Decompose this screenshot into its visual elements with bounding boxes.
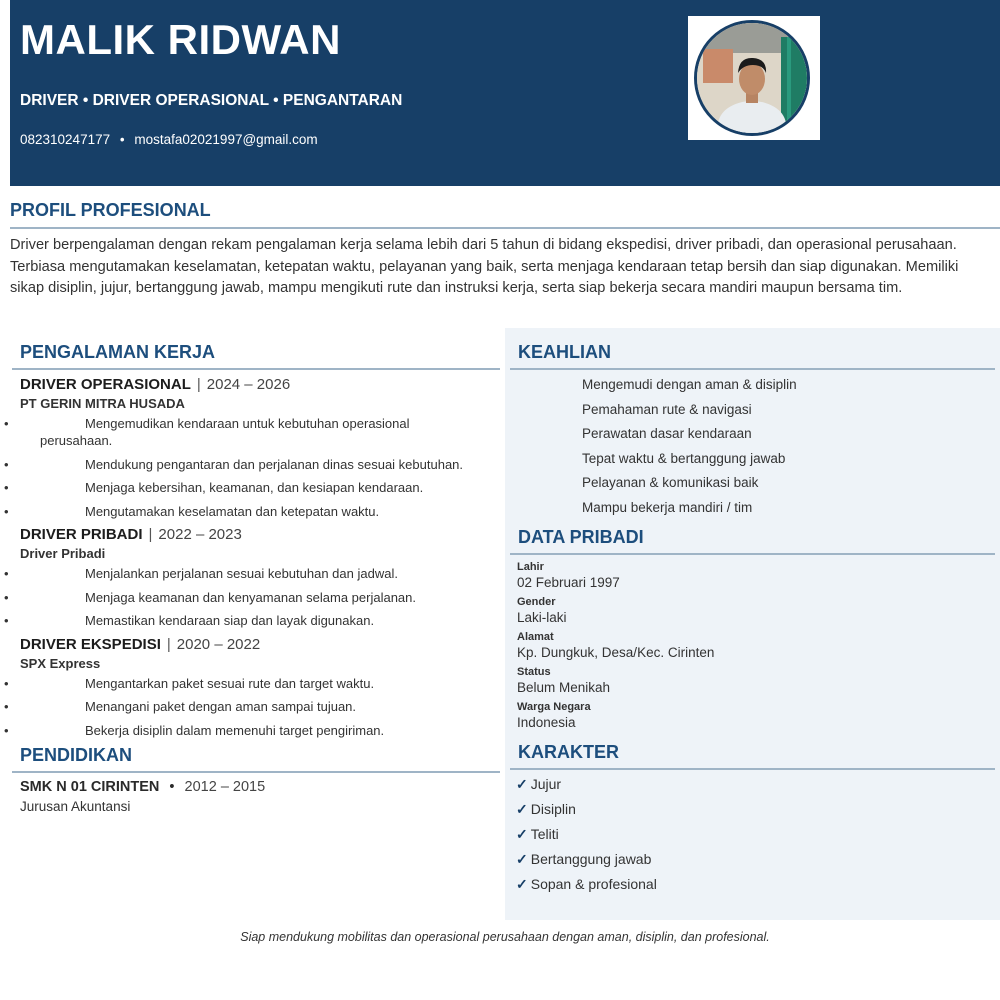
character-section-header [510, 742, 995, 770]
checkmark-icon: ✓ [516, 800, 528, 817]
skills-section-title: KEAHLIAN [518, 342, 611, 362]
trait-item [516, 801, 995, 818]
job-header [20, 376, 500, 393]
job-position: DRIVER OPERASIONAL [20, 376, 191, 393]
profile-photo-frame [688, 16, 820, 140]
job-company: Driver Pribadi [20, 546, 106, 561]
duty-item: • Mendukung pengantaran dan perjalanan dinas sesuai kebutuhan. [12, 456, 500, 473]
education-section-header [12, 745, 500, 773]
job-header [20, 526, 500, 543]
school-name: SMK N 01 CIRINTEN [20, 779, 160, 795]
job-company: PT GERIN MITRA HUSADA [20, 396, 185, 411]
phone-number: 082310247177 [20, 132, 111, 147]
skill-item: Mampu bekerja mandiri / tim [582, 499, 753, 515]
skill-item: Pemahaman rute & navigasi [582, 401, 752, 417]
trait-label: Disiplin [530, 800, 576, 817]
duty-item: • Menjaga keamanan dan kenyamanan selama perjalanan. [12, 589, 500, 606]
skills-section-header [510, 342, 995, 370]
personal-fields [510, 561, 995, 730]
field-label-gender: Gender [517, 595, 556, 608]
duty-item: • Menangani paket dengan aman sampai tujuan. [12, 698, 500, 715]
email-address: mostafa02021997@gmail.com [134, 132, 318, 147]
character-section-title: KARAKTER [518, 741, 619, 762]
contact-separator: • [119, 132, 125, 147]
skill-item: Mengemudi dengan aman & disiplin [582, 377, 797, 392]
field-label-citizenship: Warga Negara [517, 700, 591, 713]
skill-item: Perawatan dasar kendaraan [582, 426, 752, 441]
trait-item [516, 776, 995, 793]
job-entry [12, 526, 500, 629]
education-section-title: PENDIDIKAN [20, 745, 133, 765]
left-column [12, 342, 500, 814]
duty-item: • Mengemudikan kendaraan untuk kebutuhan operasional perusahaan. [12, 415, 440, 449]
right-column [510, 342, 995, 901]
job-entry [12, 636, 500, 739]
job-divider: | [166, 635, 171, 653]
trait-label: Sopan & profesional [530, 875, 657, 892]
experience-section-title: PENGALAMAN KERJA [20, 342, 216, 362]
duty-item: • Menjalankan perjalanan sesuai kebutuhan dan jadwal. [12, 565, 500, 582]
profile-photo [694, 20, 810, 136]
contact-line [20, 132, 318, 147]
checkmark-icon: ✓ [516, 875, 528, 892]
job-divider: | [196, 376, 201, 393]
character-list [510, 776, 995, 893]
job-duties [12, 565, 500, 629]
job-position: DRIVER EKSPEDISI [20, 635, 161, 653]
education-entry [20, 779, 500, 795]
job-duties [12, 675, 500, 739]
person-portrait-icon [697, 23, 807, 133]
experience-section-header [12, 342, 500, 370]
field-value-status: Belum Menikah [517, 679, 611, 695]
job-period: 2022 – 2023 [158, 526, 242, 543]
duty-item: • Mengantarkan paket sesuai rute dan target waktu. [12, 675, 500, 692]
candidate-name: MALIK RIDWAN [20, 16, 341, 63]
job-duties [12, 415, 500, 520]
education-period: 2012 – 2015 [184, 779, 266, 795]
field-value-citizenship: Indonesia [517, 714, 576, 730]
duty-item: • Bekerja disiplin dalam memenuhi target pengiriman. [12, 722, 500, 739]
profile-section-header [10, 200, 1000, 229]
field-label-address: Alamat [517, 630, 554, 643]
trait-item [516, 876, 995, 893]
trait-label: Bertanggung jawab [530, 850, 652, 867]
trait-item [516, 826, 995, 843]
field-value-gender: Laki-laki [517, 609, 567, 625]
personal-section-title: DATA PRIBADI [518, 526, 644, 547]
profile-section-title: PROFIL PROFESIONAL [10, 200, 211, 220]
job-period: 2020 – 2022 [176, 635, 261, 653]
trait-label: Teliti [530, 825, 559, 842]
closing-statement: Siap mendukung mobilitas dan operasional perusahaan dengan aman, disiplin, dan profesional. [240, 930, 770, 944]
trait-label: Jujur [530, 775, 562, 792]
duty-item: • Memastikan kendaraan siap dan layak digunakan. [12, 612, 500, 629]
checkmark-icon: ✓ [516, 850, 528, 867]
resume-header [10, 0, 1000, 186]
duty-item: • Mengutamakan keselamatan dan ketepatan waktu. [12, 503, 500, 520]
job-header [20, 636, 500, 653]
skill-item: Pelayanan & komunikasi baik [582, 475, 759, 490]
trait-item [516, 851, 995, 868]
job-divider: | [148, 526, 153, 543]
education-major: Jurusan Akuntansi [20, 799, 131, 814]
job-company: SPX Express [20, 655, 101, 671]
job-period: 2024 – 2026 [206, 376, 291, 393]
duty-item: • Menjaga kebersihan, keamanan, dan kesiapan kendaraan. [12, 479, 500, 496]
job-entry [12, 376, 500, 520]
candidate-roles: DRIVER • DRIVER OPERASIONAL • PENGANTARAN [20, 92, 403, 109]
field-label-status: Status [517, 665, 551, 678]
field-value-address: Kp. Dungkuk, Desa/Kec. Cirinten [517, 644, 715, 660]
education-separator: • [169, 779, 175, 795]
personal-section-header [510, 527, 995, 555]
field-label-birth: Lahir [517, 560, 544, 573]
skills-list [510, 376, 995, 517]
profile-summary: Driver berpengalaman dengan rekam pengalaman kerja selama lebih dari 5 tahun di bidang ekspedisi, driver pribadi, dan operasional perusahaan. Terbiasa mengutamakan keselamatan, ketepatan waktu, pelayanan yang baik, serta menjaga kendaraan tetap bersih dan siap digunakan. Memiliki sikap disiplin, jujur, bertanggung jawab, mampu mengikuti rute dan instruksi kerja, serta siap bekerja secara mandiri maupun bersama tim. [10, 237, 959, 296]
checkmark-icon: ✓ [516, 775, 528, 792]
job-position: DRIVER PRIBADI [20, 526, 143, 543]
field-value-birth: 02 Februari 1997 [517, 574, 620, 590]
checkmark-icon: ✓ [516, 825, 528, 842]
skill-item: Tepat waktu & bertanggung jawab [582, 450, 786, 466]
